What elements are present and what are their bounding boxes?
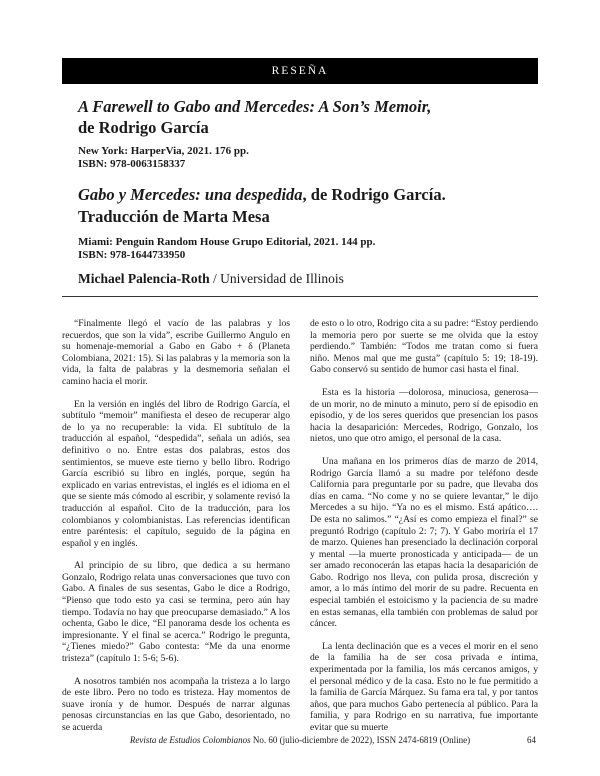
reviewer-separator: / [209, 271, 221, 286]
book2-translation: Traducción de Marta Mesa [78, 207, 270, 226]
paragraph: La lenta declinación que es a veces el morir en el seno de la familia ha de ser cosa privada e íntima, experimentada por la familia, los más cercanos amigos, y el personal médico y de la casa. Esto no le fue permitido a la familia de García Márquez. Su fama era tal, y por tantos años, que para muchos Gabo pertenecía al público. Para la familia, y para Rodrigo en su narrativa, fue importante evitar que su muerte [310, 640, 538, 733]
book2-title [78, 184, 538, 206]
page-footer [120, 735, 480, 745]
left-column [62, 318, 290, 745]
book1-title: A Farewell to Gabo and Mercedes: A Son’s Memoir, [78, 97, 432, 116]
book1-author: de Rodrigo García [78, 118, 209, 137]
reviewer-line [78, 270, 538, 288]
right-column [310, 318, 538, 745]
book2-title-rest: , de Rodrigo García. [302, 185, 446, 204]
reviewer-name: Michael Palencia-Roth [78, 271, 210, 286]
book1-publisher: New York: HarperVia, 2021. 176 pp. [78, 145, 249, 157]
book2-isbn: ISBN: 978-1644733950 [78, 248, 186, 261]
paragraph: Una mañana en los primeros días de marzo de 2014, Rodrigo García llamó a su madre por teléfono desde California para preguntarle por su padre, que llevaba dos días en cama. “No come y no se quiere levantar,” le dijo Mercedes a su hijo. “Ya no es el mismo. Está apático…. De esta no salimos.” “¿Así es como empieza el final?” se preguntó Rodrigo (capítulo 2: 7; 7). Y Gabo moriría el 17 de marzo. Quienes han presenciado la declinación corporal y mental —la muerte pronosticada y anticipada— de un ser amado reconocerán las etapas hacia la desaparición de Gabo. Rodrigo nos lleva, con pulida prosa, discreción y amor, a lo más íntimo del morir de su padre. Recuenta en especial también el estoicismo y la paciencia de su madre en estas semanas, ella también con problemas de salud por cáncer. [310, 455, 538, 630]
paragraph: Al principio de su libro, que dedica a su hermano Gonzalo, Rodrigo relata unas conversaciones que tuvo con Gabo. A finales de sus sesentas, Gabo le dice a Rodrigo, “Pienso que todo esto ya casi se termina, pero aún hay tiempo. Todavía no hay que preocuparse demasiado.” A los ochenta, Gabo le dice, “El panorama desde los ochenta es impresionante. Y el final se acerca.” Rodrigo le pregunta, “¿Tienes miedo?” Gabo contesta: “Me da una enorme tristeza” (capítulo 1: 5-6; 5-6). [62, 560, 290, 665]
paragraph: A nosotros también nos acompaña la tristeza a lo largo de este libro. Pero no todo es tristeza. Hay momentos de suave ironía y de humor. Después de narrar algunas penosas circunstancias en las que Gabo, desorientado, no se acuerda [62, 675, 290, 733]
section-banner: RESEÑA [62, 58, 538, 84]
paragraph: En la versión en inglés del libro de Rodrigo García, el subtítulo “memoir” manifiesta el deseo de recuperar algo de lo ya no recuperable: la vida. El subtítulo de la traducción al español, “despedida”, señala un adiós, sea definitivo o no. Entre estas dos palabras, estos dos sentimientos, se mueve este tierno y bello libro. Rodrigo García escribió su libro en inglés, porque, según ha explicado en varias entrevistas, el inglés es el idioma en el que se siente más cómodo al escribir, y solamente revisó la traducción al español. Cito de la traducción, para los colombianos y colombianistas. Las referencias identifican entre paréntesis: el capítulo, seguido de la página en español y en inglés. [62, 398, 290, 549]
paragraph: “Finalmente llegó el vacío de las palabras y los recuerdos, que son la vida”, escribe Guillermo Angulo en su homenaje-memorial a Gabo en Gabo + δ (Planeta Colombiana, 2021: 15). Si las palabras y la memoria son la vida, la falta de palabras y la desmemoria señalan el camino hacia el morir. [62, 318, 290, 387]
journal-details: No. 60 (julio-diciembre de 2022), ISSN 2474-6819 (Online) [250, 735, 471, 745]
book1-isbn: ISBN: 978-0063158337 [78, 157, 186, 170]
paragraph: de esto o lo otro, Rodrigo cita a su padre: “Estoy perdiendo la memoria pero por suerte se me olvida que la estoy perdiendo.” También: “Todos me tratan como si fuera niño. Menos mal que me gusta” (capítulo 5: 19; 18-19). Gabo conservó su sentido de humor casi hasta el final. [310, 318, 538, 376]
book2-publication [78, 236, 538, 261]
reviewer-affiliation: Universidad de Illinois [220, 271, 344, 286]
book1-publication [78, 145, 538, 170]
paragraph: Esta es la historia —dolorosa, minuciosa, generosa— de un morir, no de minuto a minuto, pero sí de episodio en episodio, y de los seres queridos que presencian los pasos hacia la desaparición: Mercedes, Rodrigo, Gonzalo, los nietos, uno que otro amigo, el personal de la casa. [310, 386, 538, 445]
page-number: 64 [527, 735, 536, 745]
journal-name: Revista de Estudios Colombianos [129, 735, 251, 745]
book2-title-italic: Gabo y Mercedes: una despedida [78, 185, 303, 204]
book2-publisher: Miami: Penguin Random House Grupo Editorial, 2021. 144 pp. [78, 236, 376, 248]
header-divider [62, 296, 538, 297]
